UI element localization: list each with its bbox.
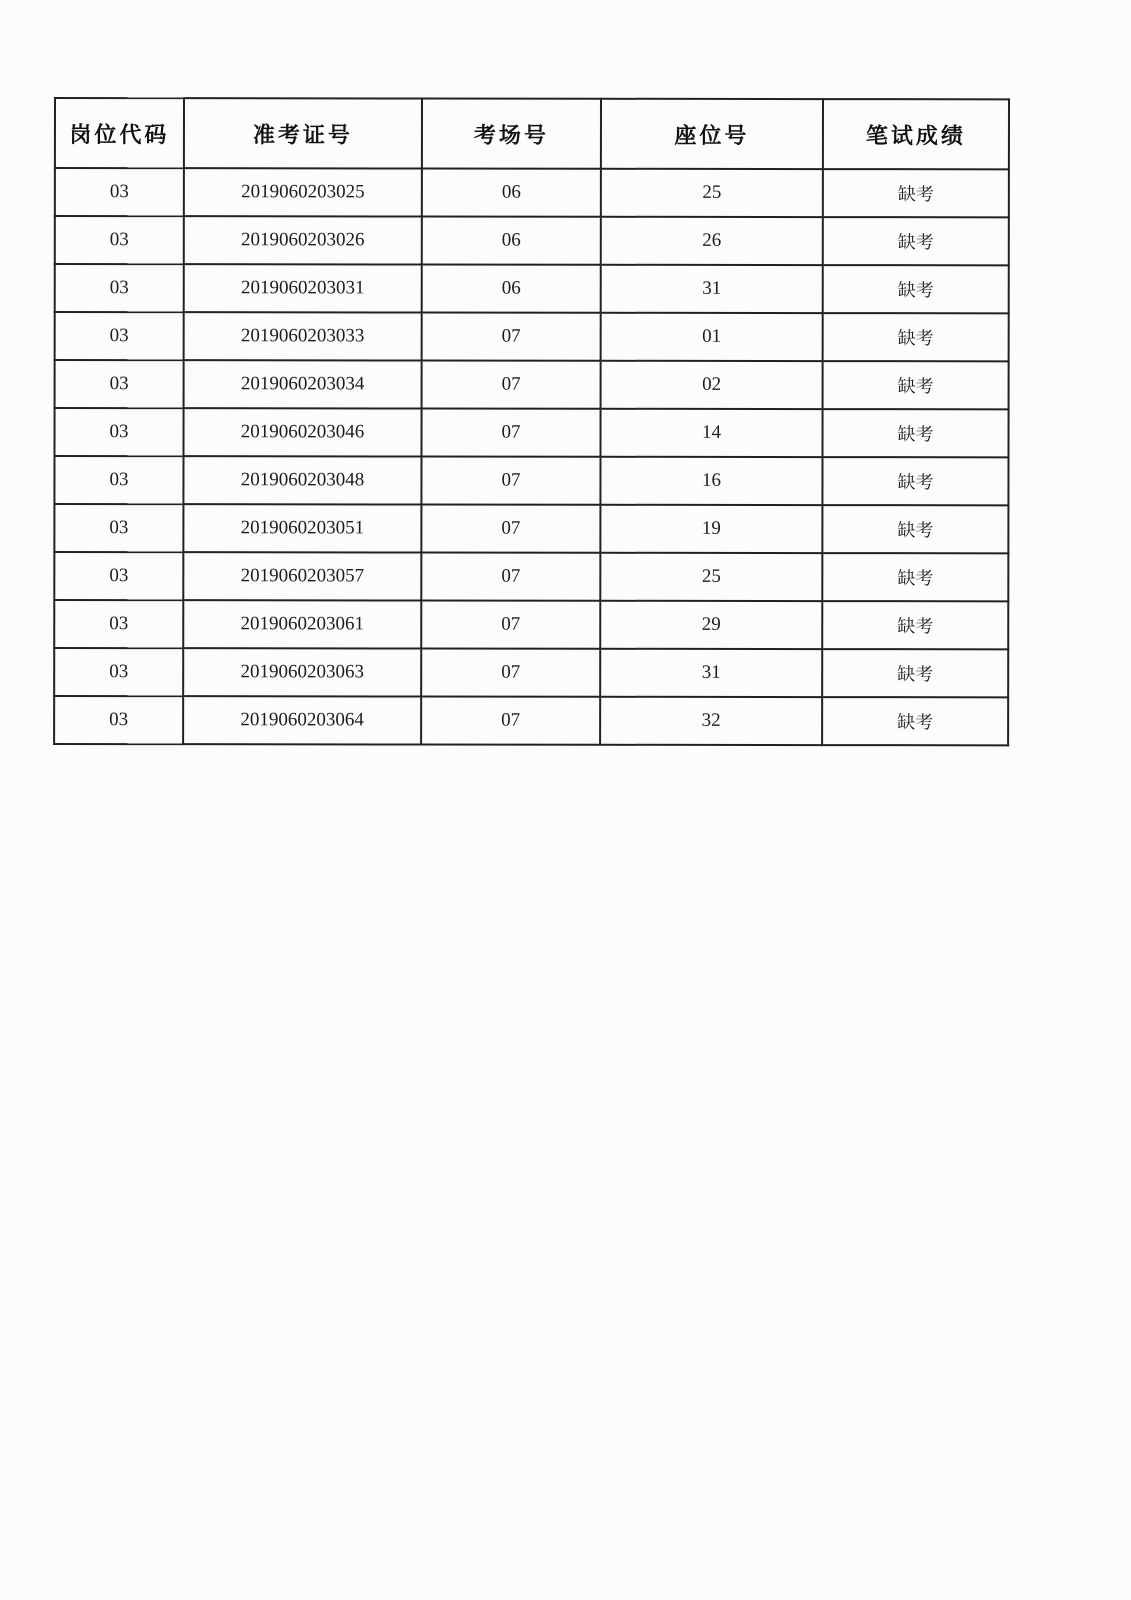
seat-no-cell: 01 (601, 313, 823, 361)
table-row (55, 216, 1009, 265)
seat-no-cell: 25 (600, 553, 822, 601)
table-row (54, 504, 1008, 553)
seat-no-cell: 16 (600, 457, 822, 505)
header-row (55, 98, 1009, 169)
seat-no-cell: 31 (600, 649, 822, 697)
room-no-cell: 06 (422, 169, 601, 217)
room-no-cell: 07 (422, 361, 601, 409)
seat-no-cell: 26 (601, 217, 823, 265)
room-no-cell: 07 (421, 457, 600, 505)
header-score: 笔试成绩 (823, 99, 1009, 169)
ticket-no-cell: 2019060203031 (184, 264, 422, 312)
table-row (54, 648, 1008, 697)
table-row (54, 552, 1008, 601)
ticket-no-cell: 2019060203026 (184, 216, 422, 264)
table-row (54, 456, 1008, 505)
post-code-cell: 03 (54, 648, 183, 696)
seat-no-cell: 02 (601, 361, 823, 409)
post-code-cell: 03 (54, 408, 183, 456)
room-no-cell: 06 (422, 217, 601, 265)
ticket-no-cell: 2019060203061 (183, 600, 421, 648)
seat-no-cell: 32 (600, 697, 822, 745)
ticket-no-cell: 2019060203063 (183, 648, 421, 696)
header-room-no: 考场号 (422, 99, 601, 169)
table-row (55, 360, 1009, 409)
score-cell: 缺考 (822, 409, 1008, 457)
post-code-cell: 03 (54, 600, 183, 648)
ticket-no-cell: 2019060203064 (183, 696, 421, 744)
post-code-cell: 03 (55, 168, 184, 216)
room-no-cell: 07 (421, 409, 600, 457)
table-header (55, 98, 1009, 169)
table-body (54, 168, 1009, 745)
post-code-cell: 03 (54, 552, 183, 600)
post-code-cell: 03 (54, 504, 183, 552)
ticket-no-cell: 2019060203046 (183, 408, 421, 456)
room-no-cell: 07 (422, 313, 601, 361)
score-cell: 缺考 (822, 553, 1008, 601)
post-code-cell: 03 (55, 312, 184, 360)
ticket-no-cell: 2019060203033 (184, 312, 422, 360)
table-row (55, 168, 1009, 217)
ticket-no-cell: 2019060203057 (183, 552, 421, 600)
table-row (54, 696, 1008, 745)
score-cell: 缺考 (823, 265, 1009, 313)
score-cell: 缺考 (823, 313, 1009, 361)
ticket-no-cell: 2019060203034 (184, 360, 422, 408)
table-row (55, 312, 1009, 361)
score-cell: 缺考 (822, 601, 1008, 649)
table-row (55, 264, 1009, 313)
score-cell: 缺考 (822, 649, 1008, 697)
room-no-cell: 07 (421, 697, 600, 745)
score-cell: 缺考 (822, 505, 1008, 553)
table-row (54, 408, 1008, 457)
seat-no-cell: 14 (600, 409, 822, 457)
score-cell: 缺考 (823, 169, 1009, 217)
score-cell: 缺考 (822, 457, 1008, 505)
room-no-cell: 06 (422, 265, 601, 313)
header-seat-no: 座位号 (601, 99, 823, 169)
room-no-cell: 07 (421, 505, 600, 553)
score-cell: 缺考 (822, 697, 1008, 745)
post-code-cell: 03 (55, 264, 184, 312)
ticket-no-cell: 2019060203051 (183, 504, 421, 552)
seat-no-cell: 31 (601, 265, 823, 313)
exam-results-table (53, 97, 1010, 746)
header-post-code: 岗位代码 (55, 98, 184, 168)
seat-no-cell: 19 (600, 505, 822, 553)
ticket-no-cell: 2019060203025 (184, 168, 422, 216)
header-ticket-no: 准考证号 (184, 98, 422, 168)
room-no-cell: 07 (421, 649, 600, 697)
table-row (54, 600, 1008, 649)
score-cell: 缺考 (823, 217, 1009, 265)
post-code-cell: 03 (54, 696, 183, 744)
seat-no-cell: 29 (600, 601, 822, 649)
post-code-cell: 03 (54, 456, 183, 504)
seat-no-cell: 25 (601, 169, 823, 217)
post-code-cell: 03 (55, 216, 184, 264)
post-code-cell: 03 (55, 360, 184, 408)
ticket-no-cell: 2019060203048 (183, 456, 421, 504)
room-no-cell: 07 (421, 601, 600, 649)
score-cell: 缺考 (823, 361, 1009, 409)
room-no-cell: 07 (421, 553, 600, 601)
